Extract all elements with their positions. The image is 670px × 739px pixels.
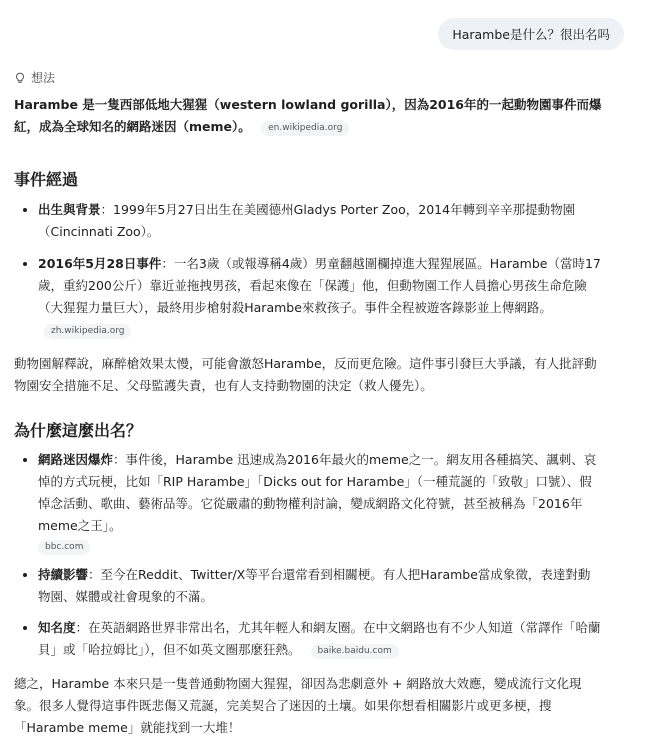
list-item-label: 網路迷因爆炸 bbox=[38, 452, 114, 467]
source-chip[interactable]: en.wikipedia.org bbox=[261, 121, 349, 136]
events-paragraph: 動物園解釋說，麻醉槍效果太慢，可能會激怒Harambe，反而更危險。這件事引發巨大爭議，有人批評動物園安全措施不足、父母監護失責，也有人支持動物園的決定（救人優先）。 bbox=[14, 356, 597, 393]
list-item-text: ：一名3歲（或報導稱4歲）男童翻越圍欄掉進大猩猩展區。Harambe（當時17歲，重約200公斤）靠近並拖拽男孩，看起來像在「保護」他，但動物園工作人員擔心男孩生命危險（大猩猩力量巨大），最終用步槍射殺Harambe來救孩子。事件全程被遊客錄影並上傳網路。 bbox=[38, 256, 601, 315]
thinking-label: 想法 bbox=[31, 71, 56, 85]
section-heading-why: 為什麼這麼出名？ bbox=[14, 421, 143, 440]
thinking-toggle[interactable] bbox=[14, 69, 55, 86]
list-item bbox=[38, 253, 602, 341]
list-item-text: ：1999年5月27日出生在美國德州Gladys Porter Zoo，2014年轉到辛辛那提動物園（Cincinnati Zoo）。 bbox=[38, 202, 576, 239]
section-heading-events: 事件經過 bbox=[14, 170, 79, 189]
conclusion-paragraph: 總之，Harambe 本來只是一隻普通動物園大猩猩，卻因為悲劇意外 + 網路放大效應，變成流行文化現象。很多人覺得這事件既悲傷又荒誕，完美契合了迷因的土壤。如果你想看相關影片或更多梗，搜「Harambe meme」就能找到一大堆！ bbox=[14, 676, 582, 735]
list-item bbox=[38, 449, 602, 555]
list-item-label: 知名度 bbox=[38, 620, 76, 635]
list-item-label: 出生與背景 bbox=[38, 202, 101, 217]
list-item bbox=[38, 199, 602, 243]
assistant-response bbox=[14, 94, 602, 739]
source-chip[interactable]: bbc.com bbox=[38, 540, 90, 555]
list-item-text: ：至今在Reddit、Twitter/X等平台還常看到相關梗。有人把Harambe當成象徵，表達對動物園、媒體或社會現象的不滿。 bbox=[38, 567, 591, 604]
user-message-bubble: Harambe是什么？很出名吗 bbox=[438, 18, 624, 50]
list-item-text: ：事件後，Harambe 迅速成為2016年最火的meme之一。網友用各種搞笑、諷刺、哀悼的方式玩梗，比如「RIP Harambe」「Dicks out for Harambe」（一種荒誕的「致敬」口號）、假悼念活動、歌曲、藝術品等。它從嚴肅的動物權利討論，變成網路文化符號，甚至被稱為「2016年meme之王」。 bbox=[38, 452, 597, 533]
list-item bbox=[38, 617, 602, 661]
list-item-label: 持續影響 bbox=[38, 567, 89, 582]
list-item-text: ：在英語網路世界非常出名，尤其年輕人和網友圈。在中文網路也有不少人知道（常譯作「哈蘭貝」或「哈拉姆比」），但不如英文圈那麼狂熱。 bbox=[38, 620, 601, 657]
intro-text: Harambe 是一隻西部低地大猩猩（western lowland gorilla），因為2016年的一起動物園事件而爆紅，成為全球知名的網路迷因（meme）。 bbox=[14, 97, 602, 134]
source-chip[interactable]: baike.baidu.com bbox=[311, 644, 399, 659]
source-chip[interactable]: zh.wikipedia.org bbox=[44, 324, 131, 339]
intro-paragraph bbox=[14, 94, 602, 138]
lightbulb-icon bbox=[14, 72, 26, 84]
list-item-label: 2016年5月28日事件 bbox=[38, 256, 162, 271]
list-item bbox=[38, 564, 602, 608]
why-list bbox=[14, 449, 602, 661]
events-list bbox=[14, 199, 602, 341]
